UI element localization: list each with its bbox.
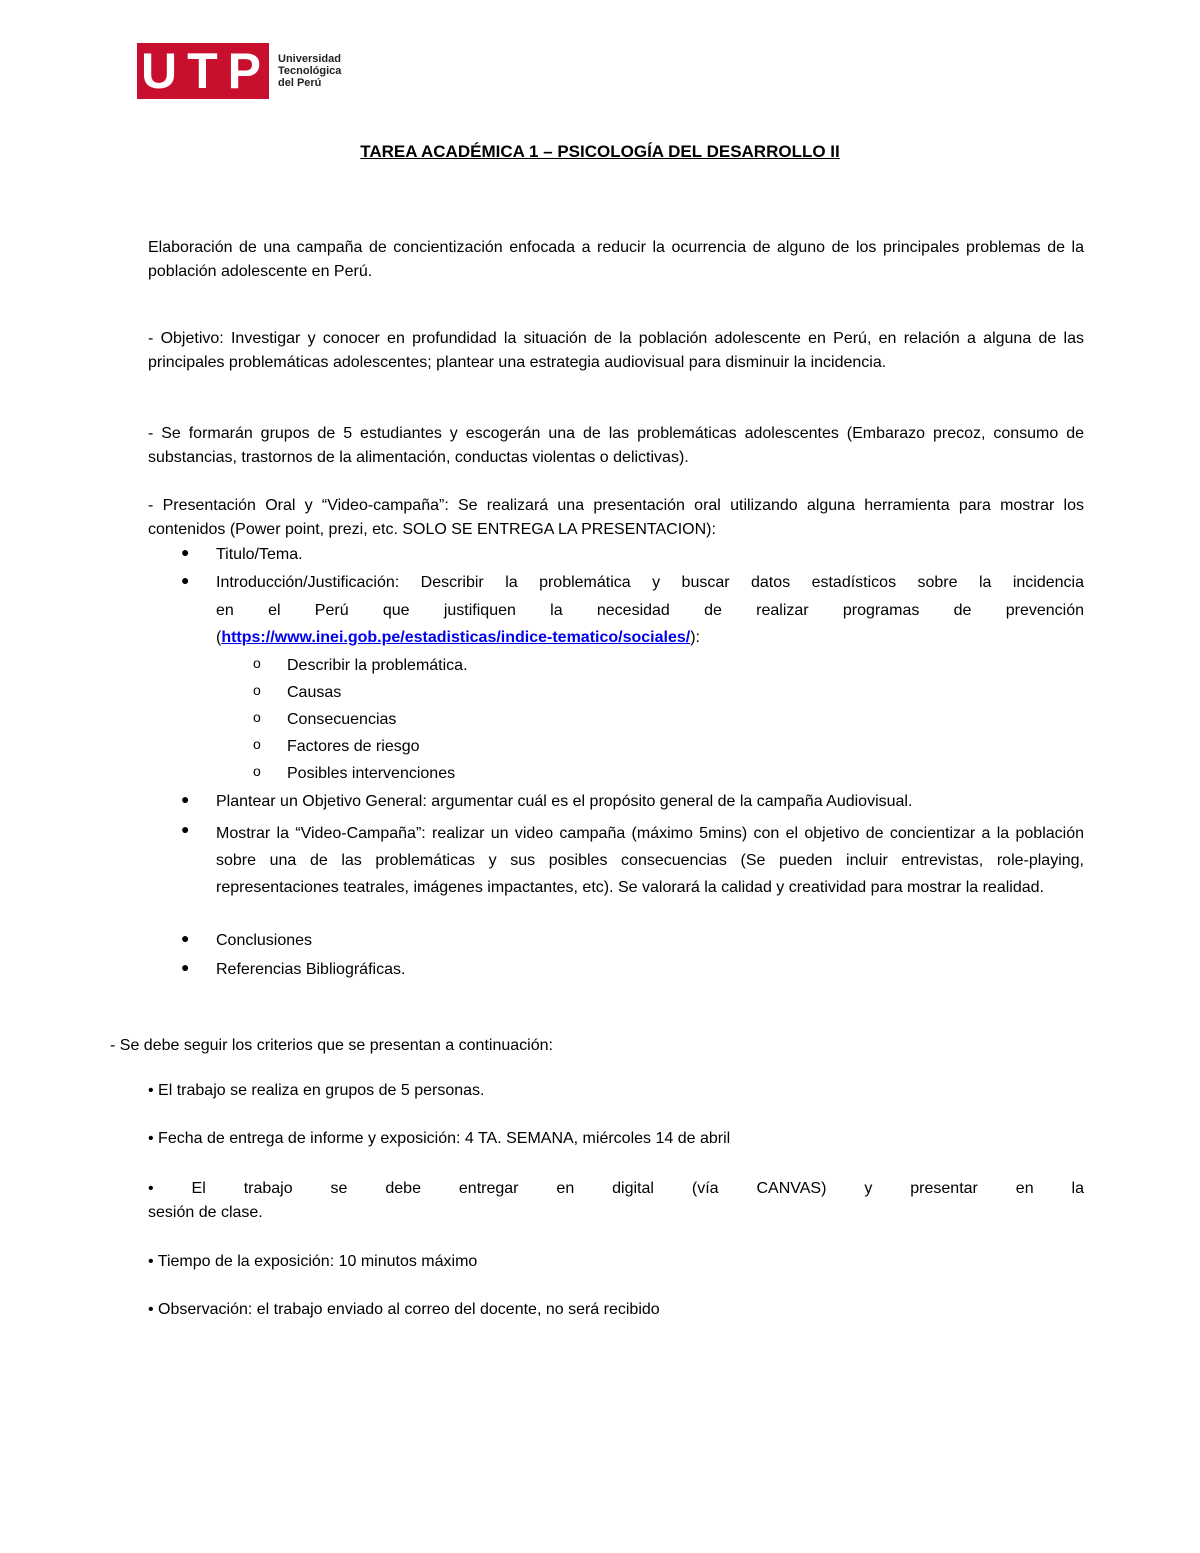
utp-logo [137, 43, 341, 99]
bullet-introduccion-line2: en el Perú que justifiquen la necesidad de realizar programas de prevención [216, 602, 1084, 619]
logo-line-2: Tecnológica [278, 65, 342, 77]
bullet-dot: ● [181, 572, 190, 588]
logo-wordmark [278, 53, 341, 89]
bullet-video-campana: Mostrar la “Video-Campaña”: realizar un video campaña (máximo 5mins) con el objetivo de concientizar a la población sobre una de las problemáticas y sus posibles consecuencias (Se pueden incluir entrevistas, role-playing, representaciones teatrales, imágenes impactantes, etc). Se valorará la calidad y creatividad para mostrar la realidad. [216, 825, 1084, 896]
criteria-item: • Observación: el trabajo enviado al correo del docente, no será recibido [148, 1301, 660, 1318]
criteria-heading: - Se debe seguir los criterios que se presentan a continuación: [110, 1037, 553, 1054]
logo-mark: UTP [137, 43, 269, 99]
paren-open: ( [216, 629, 222, 646]
criteria-item: • Fecha de entrega de informe y exposición: 4 TA. SEMANA, miércoles 14 de abril [148, 1130, 731, 1147]
bullet-titulo: Titulo/Tema. [216, 546, 303, 563]
criteria-item-line2: sesión de clase. [148, 1204, 263, 1221]
inei-link[interactable]: https://www.inei.gob.pe/estadisticas/indice-tematico/sociales/ [221, 629, 691, 646]
sub-bullet-marker: o [253, 709, 261, 725]
sub-item: Causas [287, 684, 342, 701]
sub-bullet-marker: o [253, 763, 261, 779]
sub-item: Factores de riesgo [287, 738, 420, 755]
bullet-dot: ● [181, 959, 190, 975]
bullet-dot: ● [181, 930, 190, 946]
logo-line-3: del Perú [278, 77, 322, 89]
bullet-introduccion-line1: Introducción/Justificación: Describir la problemática y buscar datos estadísticos sobre la incidencia [216, 574, 1084, 591]
criteria-item: • Tiempo de la exposición: 10 minutos máximo [148, 1253, 478, 1270]
sub-item: Consecuencias [287, 711, 397, 728]
paren-close: ): [690, 629, 700, 646]
bullet-dot: ● [181, 821, 190, 837]
presentation-paragraph: - Presentación Oral y “Video-campaña”: Se realizará una presentación oral utilizando alguna herramienta para mostrar los contenidos (Power point, prezi, etc. SOLO SE ENTREGA LA PRESENTACION): [148, 497, 1084, 538]
bullet-objetivo-general: Plantear un Objetivo General: argumentar cuál es el propósito general de la campaña Audiovisual. [216, 793, 913, 810]
criteria-item: • El trabajo se realiza en grupos de 5 personas. [148, 1082, 485, 1099]
sub-item: Posibles intervenciones [287, 765, 456, 782]
sub-bullet-marker: o [253, 736, 261, 752]
bullet-dot: ● [181, 544, 190, 560]
logo-line-1: Universidad [278, 53, 341, 65]
sub-item: Describir la problemática. [287, 657, 468, 674]
criteria-item-line1: • El trabajo se debe entregar en digital (vía CANVAS) y presentar en la [148, 1180, 1084, 1197]
sub-bullet-marker: o [253, 682, 261, 698]
groups-paragraph: - Se formarán grupos de 5 estudiantes y escogerán una de las problemáticas adolescentes (Embarazo precoz, consumo de substancias, trastornos de la alimentación, conductas violentas o delictivas). [148, 425, 1084, 466]
objective-paragraph: - Objetivo: Investigar y conocer en profundidad la situación de la población adolescente en Perú, en relación a alguna de las principales problemáticas adolescentes; plantear una estrategia audiovisual para disminuir la incidencia. [148, 330, 1084, 371]
bullet-referencias: Referencias Bibliográficas. [216, 961, 406, 978]
intro-paragraph: Elaboración de una campaña de concientización enfocada a reducir la ocurrencia de alguno de los principales problemas de la población adolescente en Perú. [148, 239, 1084, 280]
bullet-introduccion-line3 [216, 626, 1084, 650]
document-title: TAREA ACADÉMICA 1 – PSICOLOGÍA DEL DESARROLLO II [360, 142, 840, 161]
bullet-conclusiones: Conclusiones [216, 932, 313, 949]
bullet-dot: ● [181, 791, 190, 807]
sub-bullet-marker: o [253, 655, 261, 671]
